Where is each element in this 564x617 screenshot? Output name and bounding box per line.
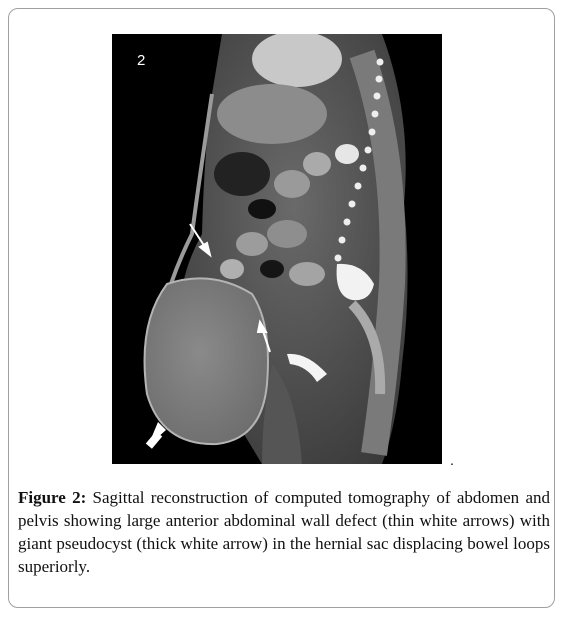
liver xyxy=(217,84,327,144)
stomach xyxy=(214,152,270,196)
ct-scan-image xyxy=(112,34,442,464)
bowel-loop-1 xyxy=(274,170,310,198)
gallbladder xyxy=(335,144,359,164)
bowel-loop-5 xyxy=(289,262,325,286)
pseudocyst xyxy=(145,278,269,444)
panel-number: 2 xyxy=(137,52,146,69)
bowel-gas-1 xyxy=(248,199,276,219)
bowel-loop-3 xyxy=(267,220,307,248)
bowel-loop-2 xyxy=(303,152,331,176)
figure-caption xyxy=(18,486,550,578)
caption-heading: Figure 2: xyxy=(18,488,87,507)
thick-arrow xyxy=(146,422,166,449)
bowel-loop-6 xyxy=(220,259,244,279)
ct-scan-illustration xyxy=(112,34,442,464)
bowel-gas-2 xyxy=(260,260,284,278)
trailing-dot: . xyxy=(450,452,454,468)
caption-body: Sagittal reconstruction of computed tomography of abdomen and pelvis showing large anterior abdominal wall defect (thin white arrows) with giant pseudocyst (thick white arrow) in the hernial sac displacing bowel loops superiorly. xyxy=(18,488,550,576)
bowel-loop-4 xyxy=(236,232,268,256)
